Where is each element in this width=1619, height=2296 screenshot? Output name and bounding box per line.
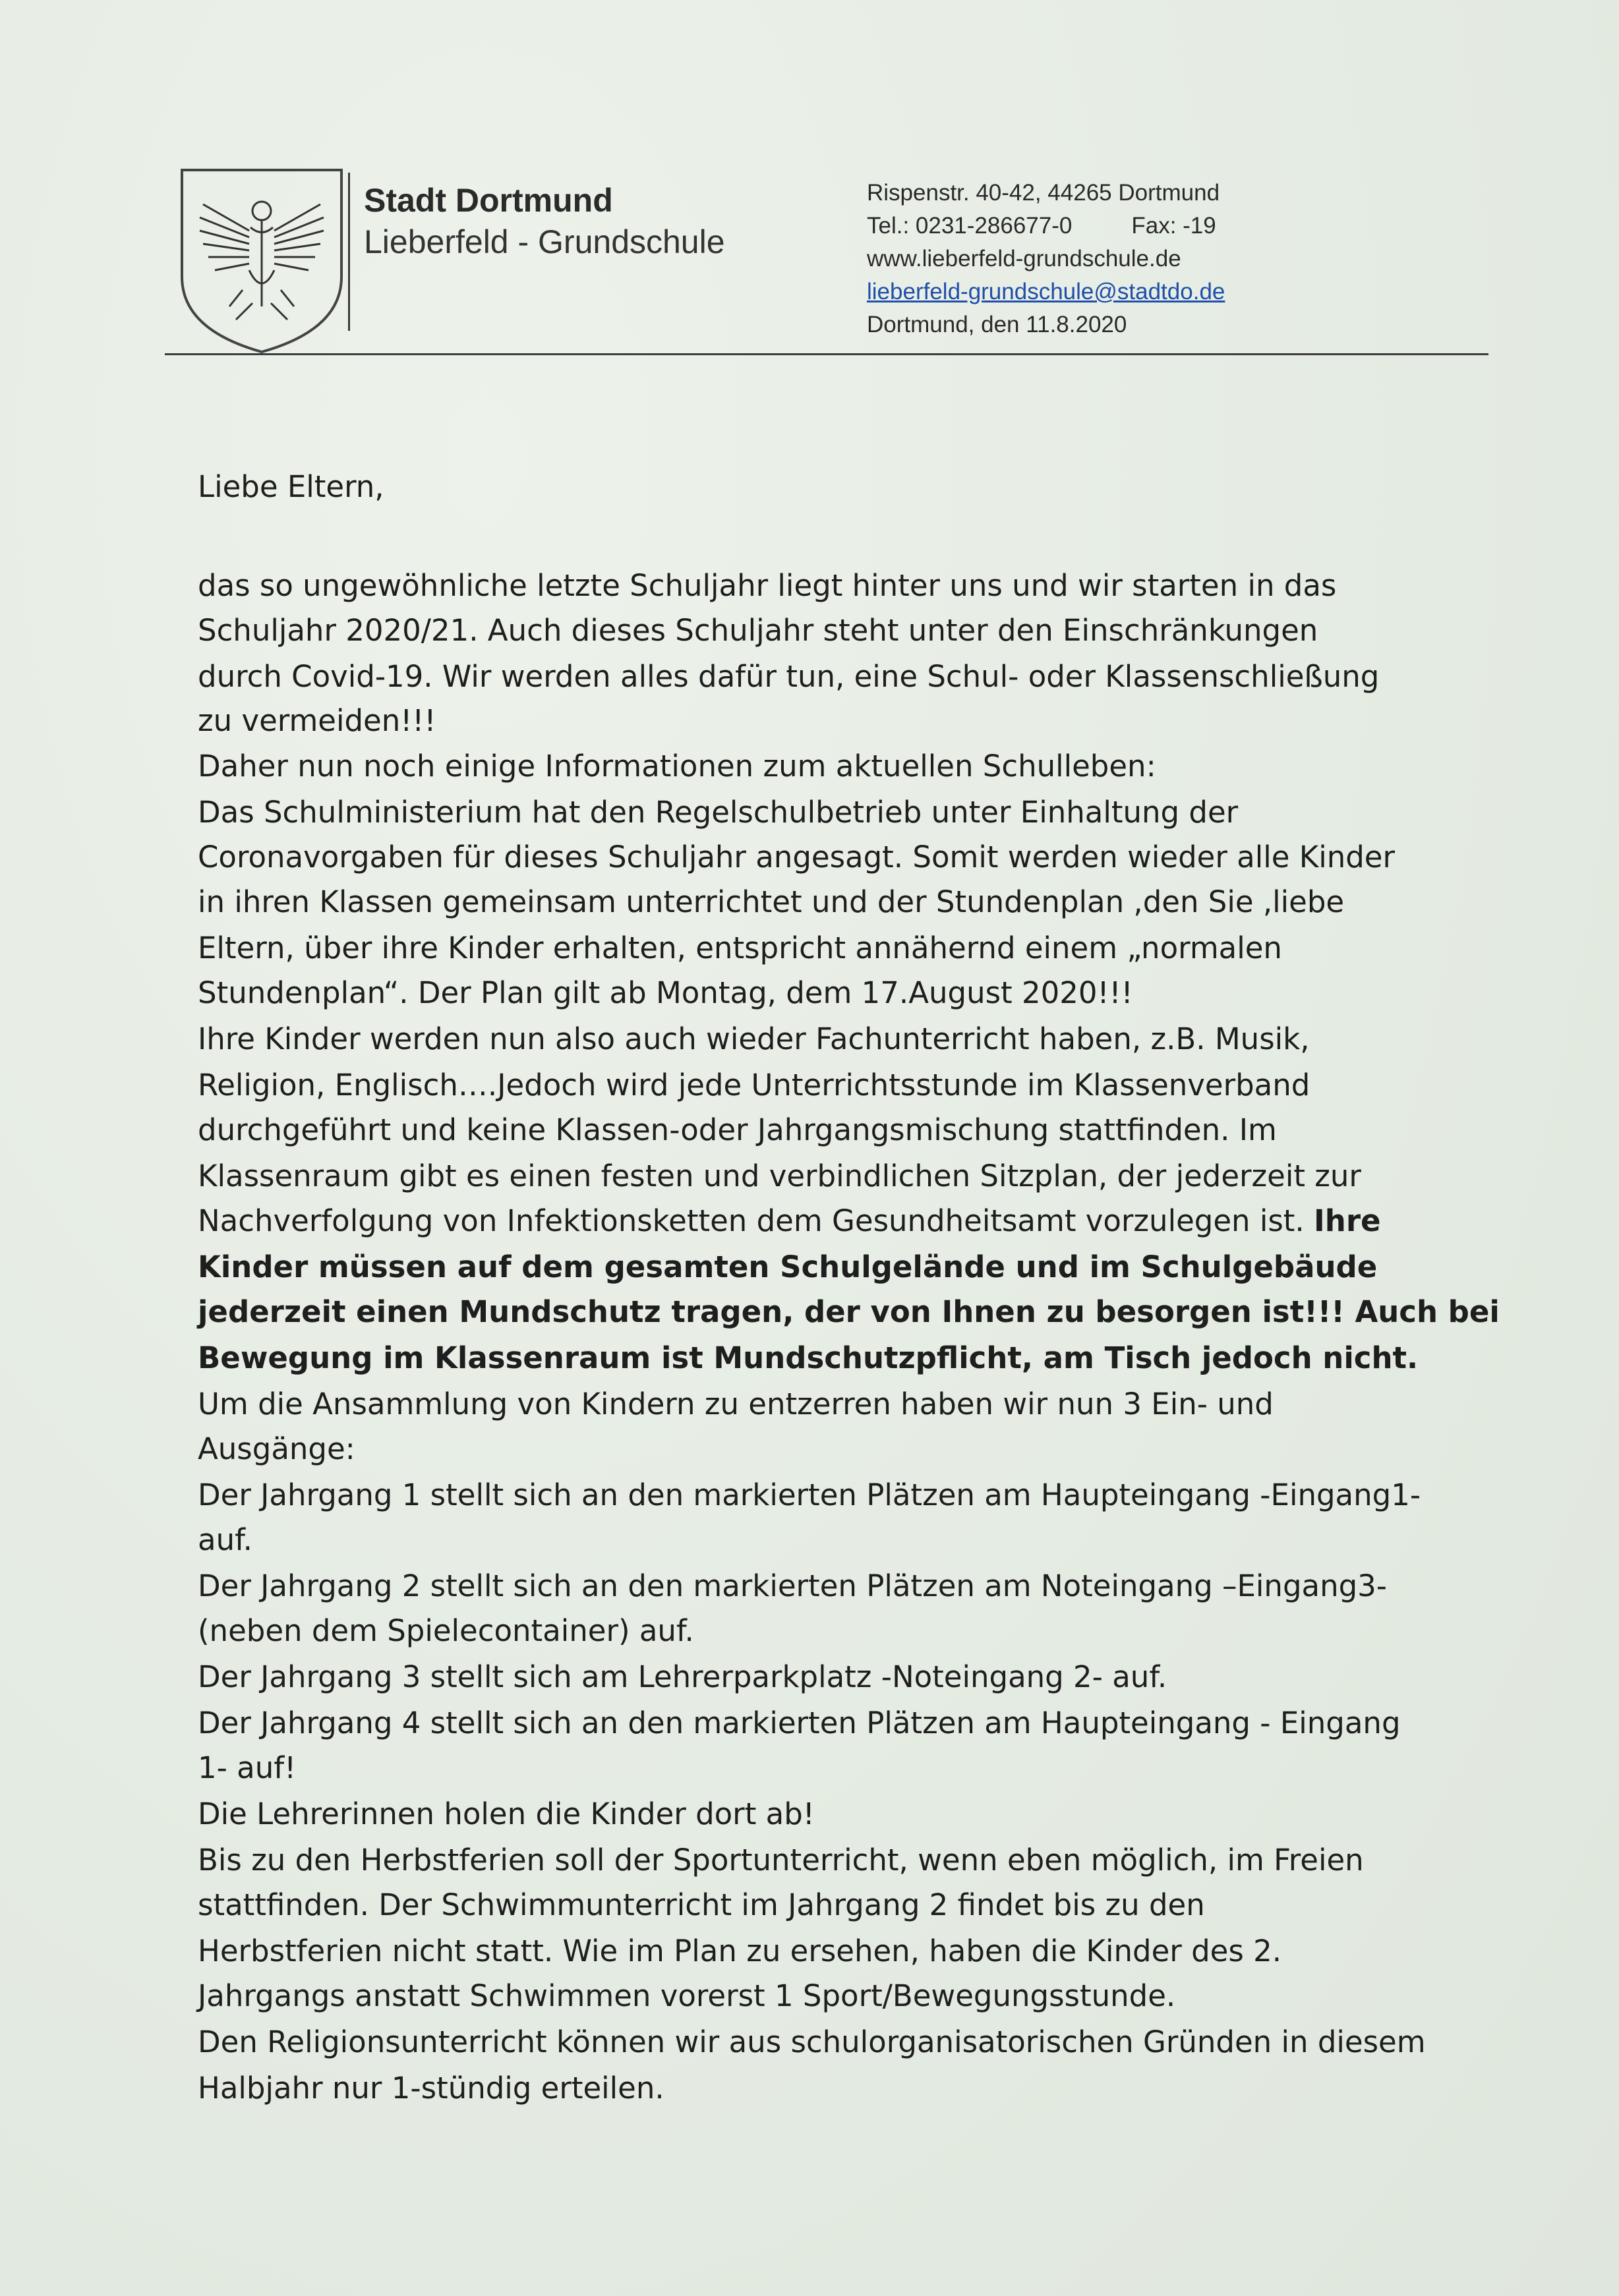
- letter-line: Ausgänge:: [198, 1431, 355, 1466]
- letter-line: Ihre Kinder werden nun also auch wieder Fachunterricht haben, z.B. Musik,: [198, 1021, 1310, 1056]
- letter-line: Halbjahr nur 1-stündig erteilen.: [198, 2071, 664, 2106]
- letter-line: das so ungewöhnliche letzte Schuljahr liegt hinter uns und wir starten in das: [198, 568, 1337, 603]
- letter-line: Klassenraum gibt es einen festen und verbindlichen Sitzplan, der jederzeit zur: [198, 1159, 1361, 1193]
- letter-line: stattfinden. Der Schwimmunterricht im Jahrgang 2 findet bis zu den: [198, 1887, 1205, 1922]
- letter-line: Coronavorgaben für dieses Schuljahr angesagt. Somit werden wieder alle Kinder: [198, 840, 1395, 875]
- website: www.lieberfeld-grundschule.de: [867, 246, 1181, 272]
- letter-line: Der Jahrgang 4 stellt sich an den markierten Plätzen am Haupteingang - Eingang: [198, 1706, 1401, 1740]
- letter-line: 1- auf!: [198, 1750, 297, 1785]
- header-divider: [348, 173, 350, 331]
- address: Rispenstr. 40-42, 44265 Dortmund: [867, 180, 1220, 206]
- letter-line-bold-tail: Ihre: [1314, 1203, 1381, 1238]
- header-rule: [165, 353, 1488, 355]
- letter-line: Den Religionsunterricht können wir aus schulorganisatorischen Gründen in diesem: [198, 2024, 1426, 2059]
- contact-block: [867, 177, 1328, 341]
- letter-line: (neben dem Spielecontainer) auf.: [198, 1613, 694, 1648]
- letter-line: Der Jahrgang 1 stellt sich an den markierten Plätzen am Haupteingang -Eingang1-: [198, 1478, 1421, 1512]
- city-name: Stadt Dortmund: [364, 182, 613, 219]
- letter-line: auf.: [198, 1522, 252, 1557]
- letter-line: Jahrgangs anstatt Schwimmen vorerst 1 Sport/Bewegungsstunde.: [198, 1978, 1176, 2013]
- letter-line-bold: jederzeit einen Mundschutz tragen, der von Ihnen zu besorgen ist!!! Auch bei: [198, 1294, 1500, 1329]
- letter-line: Der Jahrgang 3 stellt sich am Lehrerparkplatz -Noteingang 2- auf.: [198, 1659, 1167, 1694]
- letter-line: Daher nun noch einige Informationen zum aktuellen Schulleben:: [198, 749, 1156, 784]
- fax: Fax: -19: [1131, 213, 1216, 239]
- letter-line: Eltern, über ihre Kinder erhalten, entspricht annähernd einem „normalen: [198, 931, 1282, 965]
- letter-line: Um die Ansammlung von Kindern zu entzerren haben wir nun 3 Ein- und: [198, 1387, 1274, 1421]
- letter-line: Bis zu den Herbstferien soll der Sportunterricht, wenn eben möglich, im Freien: [198, 1843, 1364, 1878]
- letter-line: Schuljahr 2020/21. Auch dieses Schuljahr steht unter den Einschränkungen: [198, 613, 1318, 648]
- letter-line: Stundenplan“. Der Plan gilt ab Montag, dem 17.August 2020!!!: [198, 975, 1133, 1010]
- phone: Tel.: 0231-286677-0: [867, 213, 1073, 239]
- letter-line: Das Schulministerium hat den Regelschulbetrieb unter Einhaltung der: [198, 795, 1239, 830]
- letter-line: durchgeführt und keine Klassen-oder Jahrgangsmischung stattfinden. Im: [198, 1112, 1277, 1147]
- letter-line-bold: Kinder müssen auf dem gesamten Schulgelände und im Schulgebäude: [198, 1249, 1378, 1284]
- letter-line: Religion, Englisch….Jedoch wird jede Unterrichtsstunde im Klassenverband: [198, 1068, 1310, 1103]
- email-link[interactable]: lieberfeld-grundschule@stadtdo.de: [867, 279, 1225, 304]
- letter-line: [198, 1203, 1381, 1238]
- letter-line-text: Nachverfolgung von Infektionsketten dem Gesundheitsamt vorzulegen ist.: [198, 1203, 1305, 1238]
- letter-line: Der Jahrgang 2 stellt sich an den markierten Plätzen am Noteingang –Eingang3-: [198, 1568, 1388, 1603]
- phone-fax-row: [867, 210, 1328, 243]
- date-line: Dortmund, den 11.8.2020: [867, 312, 1127, 337]
- letter-line: Herbstferien nicht statt. Wie im Plan zu ersehen, haben die Kinder des 2.: [198, 1934, 1282, 1968]
- letter-line: durch Covid-19. Wir werden alles dafür tun, eine Schul- oder Klassenschließung: [198, 659, 1380, 694]
- eagle-crest-icon: [177, 165, 347, 356]
- letter-line-bold: Bewegung im Klassenraum ist Mundschutzpflicht, am Tisch jedoch nicht.: [198, 1340, 1419, 1375]
- letter-line: Die Lehrerinnen holen die Kinder dort ab!: [198, 1796, 815, 1831]
- letter-line: zu vermeiden!!!: [198, 703, 436, 738]
- school-name: Lieberfeld - Grundschule: [364, 223, 725, 260]
- letter-line: in ihren Klassen gemeinsam unterrichtet und der Stundenplan ,den Sie ,liebe: [198, 884, 1345, 919]
- salutation: Liebe Eltern,: [198, 469, 384, 504]
